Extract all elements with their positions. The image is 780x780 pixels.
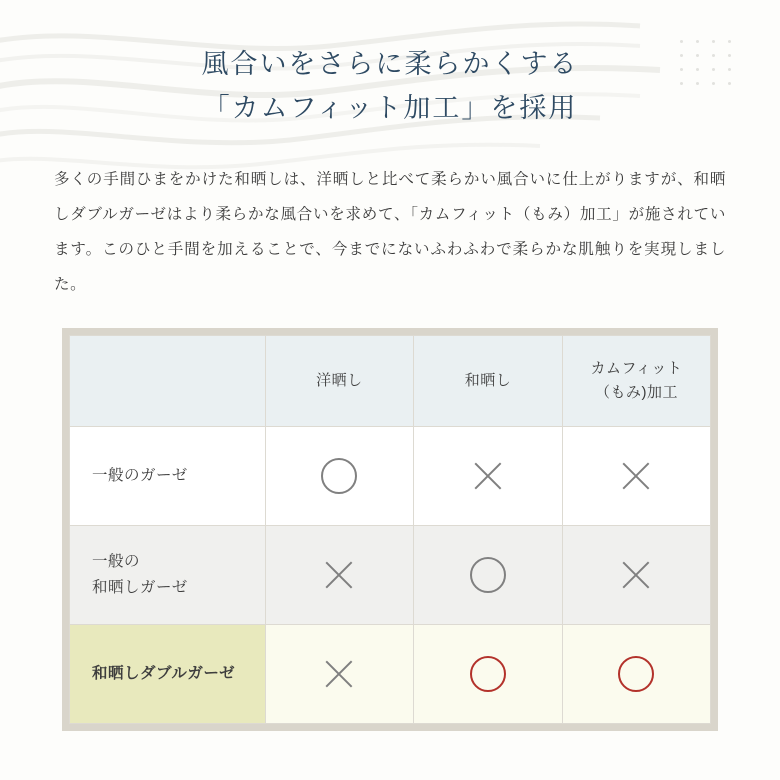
row-label-2 (70, 526, 266, 625)
table-header-row (70, 336, 711, 427)
table-header (70, 336, 711, 427)
comparison-table-container (62, 328, 718, 731)
row-label-1-line1: 一般のガーゼ (92, 467, 188, 484)
cross-gray-icon (618, 557, 654, 593)
cross-gray-icon (470, 458, 506, 494)
cross-gray-icon (618, 458, 654, 494)
column-header-3-line2: （もみ)加工 (594, 384, 678, 401)
table-row-highlighted (70, 625, 711, 724)
row-label-1 (70, 427, 266, 526)
row-label-3 (70, 625, 266, 724)
row-label-3-line1: 和晒しダブルガーゼ (92, 665, 236, 682)
cross-gray-icon (321, 557, 357, 593)
column-header-3 (562, 336, 710, 427)
column-header-1-line1: 洋晒し (316, 372, 363, 389)
column-header-2-line1: 和晒し (464, 372, 512, 389)
page-title-line-2: 「カムフィット加工」を採用 (202, 93, 578, 123)
column-header-1 (265, 336, 414, 427)
cell-r3c1 (265, 625, 414, 724)
cell-r3c2 (414, 625, 563, 724)
cell-r2c3 (562, 526, 710, 625)
row-label-2-line2: 和晒しガーゼ (92, 579, 188, 596)
table-body (70, 427, 711, 724)
cell-r2c2 (414, 526, 563, 625)
circle-red-icon (470, 656, 506, 692)
comparison-table (69, 335, 711, 724)
circle-red-icon (618, 656, 654, 692)
cell-r1c3 (562, 427, 710, 526)
row-label-2-line1: 一般の (92, 553, 141, 570)
cell-r1c2 (414, 427, 563, 526)
column-header-2 (414, 336, 563, 427)
cell-r3c3 (562, 625, 710, 724)
page-title-line-1: 風合いをさらに柔らかくする (201, 49, 579, 79)
circle-gray-icon (321, 458, 357, 494)
table-row (70, 526, 711, 625)
cell-r1c1 (265, 427, 414, 526)
circle-gray-icon (470, 557, 506, 593)
column-header-3-line1: カムフィット (590, 360, 683, 377)
body-paragraph: 多くの手間ひまをかけた和晒しは、洋晒しと比べて柔らかい風合いに仕上がりますが、和晒しダブルガーゼはより柔らかな風合いを求めて、「カムフィット（もみ）加工」が施されています。このひと手間を加えることで、今までにないふわふわで柔らかな肌触りを実現しました。 (54, 171, 726, 293)
cross-gray-icon (321, 656, 357, 692)
table-corner-cell (70, 336, 266, 427)
table-row (70, 427, 711, 526)
page-title (0, 0, 780, 130)
cell-r2c1 (265, 526, 414, 625)
